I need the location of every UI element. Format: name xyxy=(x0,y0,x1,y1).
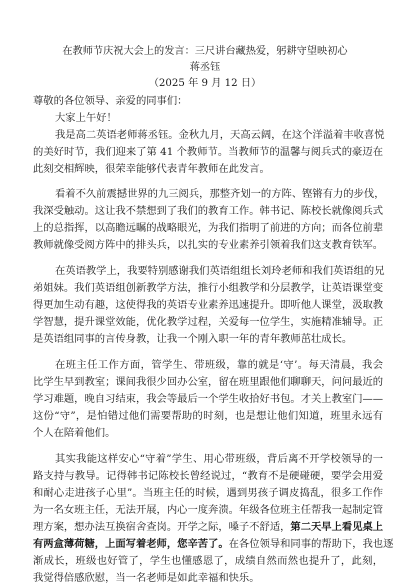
paragraph-line: 在班主任工作方面，管学生、带班级，靠的就是‘守’。每天清晨，我会 xyxy=(55,359,383,371)
author-name: 蒋丞钰 xyxy=(189,62,221,73)
paragraph-line: 在英语教学上，我要特别感谢我们英语组组长刘玲老师和我们英语组的兄 xyxy=(55,265,385,277)
greeting: 大家上午好！ xyxy=(55,112,117,124)
paragraph-text: 在各位领导和同事的帮助下，我也逐 xyxy=(228,538,394,550)
paragraph-line: 的美好时节，我们迎来了第 41 个教师节。当教师节的温馨与阅兵式的豪迈在 xyxy=(33,146,383,158)
paragraph-line: 其实我能这样安心“守着”学生、用心带班级，背后离不开学校领导的一 xyxy=(55,453,383,465)
paragraph-line: 得更加生动有趣，这使得我的英语专业素养迅速提升。即听他人课堂，汲取教 xyxy=(33,299,384,311)
emphasis-text: 有两盒薄荷糖，上面写着老师，您辛苦了。 xyxy=(33,538,229,550)
paragraph-line: 弟姐妹。我们英语组创新教学方法，推行小组教学和分层教学，让英语课堂变 xyxy=(33,282,384,294)
salutation: 尊敬的各位领导、亲爱的同事们： xyxy=(33,95,188,107)
paragraph-line: 和耐心走进孩子心里”。当班主任的时候，遇到男孩子调皮捣乱，很多工作作 xyxy=(33,487,383,499)
paragraph-line: 这份“守”，是怕错过他们需要帮助的时刻，也是想让他们知道，班里永远有 xyxy=(33,410,383,422)
paragraph-line: 路支持与教导。记得韩书记陈校长曾经说过，“教育不是硬碰硬，要学会用爱 xyxy=(33,470,383,482)
paragraph-line: 此刻交相辉映，很荣幸能够代表青年教师在此发言。 xyxy=(33,163,270,175)
paragraph-line: 比学生早到教室；课间我很少回办公室，留在班里跟他们聊聊天，问问最近的 xyxy=(33,376,384,388)
paragraph-line: 渐成长，班级也好管了，学生也懂感恩了，成绩自然而然也提升了，此刻， xyxy=(33,555,383,567)
paragraph-line: 我深受触动。这让我不禁想到了我们的教育工作。韩书记、陈校长就像阅兵式 xyxy=(33,205,384,217)
paragraph-line: 看着不久前震撼世界的九三阅兵，那整齐划一的方阵、铿锵有力的步伐， xyxy=(55,188,385,200)
speech-date: （2025 年 9 月 12 日） xyxy=(148,78,262,89)
paragraph-line: 上的总指挥，以高瞻远瞩的战略眼光，为我们指明了前进的方向；而各位前辈 xyxy=(33,222,384,234)
emphasis-text: 第二天早上看见桌上 xyxy=(290,521,384,533)
paragraph-line: 学智慧，提升课堂效能，优化教学过程，关爱每一位学生，实施精准辅导。正 xyxy=(33,316,384,328)
paragraph-line: 我是高二英语老师蒋丞钰。金秋九月，天高云阔，在这个洋溢着丰收喜悦 xyxy=(55,129,385,141)
paragraph-line xyxy=(33,535,394,553)
paragraph-text: 理方案，想办法互换宿舍查岗。开学之际，嗓子不舒适， xyxy=(33,521,291,533)
document-title: 在教师节庆祝大会上的发言：三尺讲台藏热爱，躬耕守望映初心 xyxy=(62,46,348,57)
paragraph-line: 为一名女班主任，无法开展，内心一度奔溃。年级各位班主任帮我一起制定管 xyxy=(33,504,384,516)
paragraph-line: 学习难题，晚自习结束，我会等最后一个学生收拾好书包。才关上教室门—— xyxy=(33,393,384,405)
paragraph-line: 个人在陪着他们。 xyxy=(33,427,116,439)
paragraph-line: 是英语组同事的言传身教，让我一个刚入职一年的青年教师茁壮成长。 xyxy=(33,333,353,345)
paragraph-line: 教师就像受阅方阵中的排头兵，以扎实的专业素养引领着我们这支教育铁军。 xyxy=(33,239,384,251)
paragraph-line: 我觉得倍感欣慰，当一名老师是如此幸福和快乐。 xyxy=(33,572,260,584)
paragraph-line xyxy=(33,518,383,536)
